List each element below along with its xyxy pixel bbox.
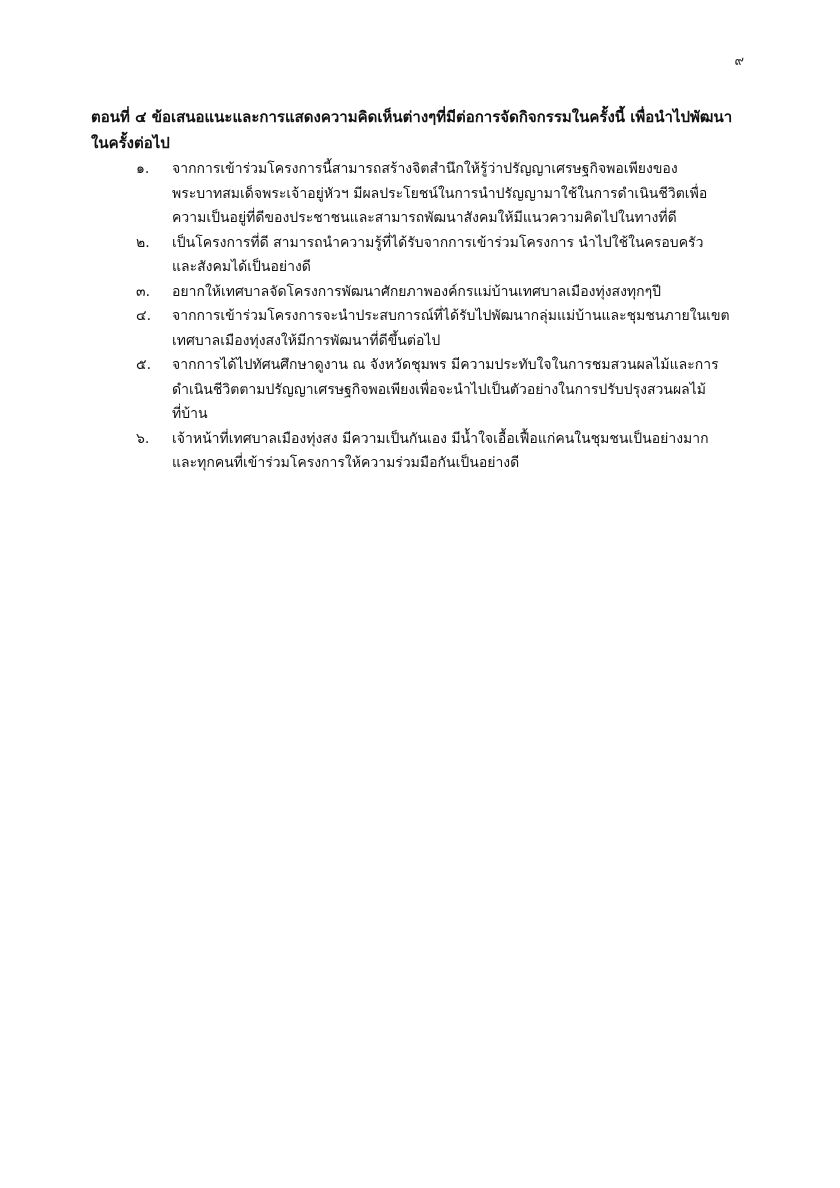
item-line: ดำเนินชีวิตตามปรัญญาเศรษฐกิจพอเพียงเพื่อจะนำไปเป็นตัวอย่างในการปรับปรุงสวนผลไม้: [172, 381, 706, 398]
list-item: [136, 304, 736, 353]
item-text: [172, 427, 736, 476]
item-number: ๓.: [136, 283, 151, 300]
list-item: [136, 157, 736, 231]
page-number: ๙: [734, 54, 744, 69]
item-number: ๖.: [136, 430, 150, 447]
section-heading: ตอนที่ ๔ ข้อเสนอแนะและการแสดงความคิดเห็นต่างๆที่มีต่อการจัดกิจกรรมในครั้งนี้ เพื่อนำไปพัฒนาในครั้งต่อไป: [91, 108, 733, 152]
item-line: จากการเข้าร่วมโครงการจะนำประสบการณ์ที่ได้รับไปพัฒนากลุ่มแม่บ้านและชุมชนภายในเขต: [172, 308, 730, 324]
item-line: จากการเข้าร่วมโครงการนี้สามารถสร้างจิตสำนึกให้รู้ว่าปรัญญาเศรษฐกิจพอเพียงของ: [172, 161, 678, 177]
item-line: เจ้าหน้าที่เทศบาลเมืองทุ่งสง มีความเป็นกันเอง มีน้ำใจเอื้อเฟื้อแก่คนในชุมชนเป็นอย่างมาก: [172, 430, 709, 447]
item-line: พระบาทสมเด็จพระเจ้าอยู่หัวฯ มีผลประโยชน์ในการนำปรัญญามาใช้ในการดำเนินชีวิตเพื่อ: [172, 185, 708, 202]
item-line: เทศบาลเมืองทุ่งสงให้มีการพัฒนาที่ดีขึ้นต่อไป: [172, 332, 441, 349]
item-line: ที่บ้าน: [172, 406, 208, 422]
item-line: เป็นโครงการที่ดี สามารถนำความรู้ที่ได้รับจากการเข้าร่วมโครงการ นำไปใช้ในครอบครัว: [172, 234, 704, 251]
item-number: ๔.: [136, 308, 152, 324]
item-text: [172, 280, 736, 305]
item-number: ๒.: [136, 234, 150, 251]
item-line: และสังคมได้เป็นอย่างดี: [172, 259, 311, 275]
suggestion-list: [136, 157, 736, 476]
list-item: [136, 280, 736, 305]
item-line: อยากให้เทศบาลจัดโครงการพัฒนาศักยภาพองค์กรแม่บ้านเทศบาลเมืองทุ่งสงทุกๆปี: [172, 283, 662, 300]
item-text: [172, 231, 736, 280]
item-line: จากการได้ไปทัศนศึกษาดูงาน ณ จังหวัดชุมพร มีความประทับใจในการชมสวนผลไม้และการ: [172, 357, 719, 373]
item-text: [172, 157, 736, 231]
item-line: ความเป็นอยู่ที่ดีของประชาชนและสามารถพัฒนาสังคมให้มีแนวความคิดไปในทางที่ดี: [172, 210, 677, 226]
item-text: [172, 304, 736, 353]
item-text: [172, 353, 736, 427]
item-number: ๕.: [136, 357, 152, 373]
list-item: [136, 353, 736, 427]
item-number: ๑.: [136, 161, 150, 177]
list-item: [136, 427, 736, 476]
list-item: [136, 231, 736, 280]
item-line: และทุกคนที่เข้าร่วมโครงการให้ความร่วมมือกันเป็นอย่างดี: [172, 455, 520, 471]
